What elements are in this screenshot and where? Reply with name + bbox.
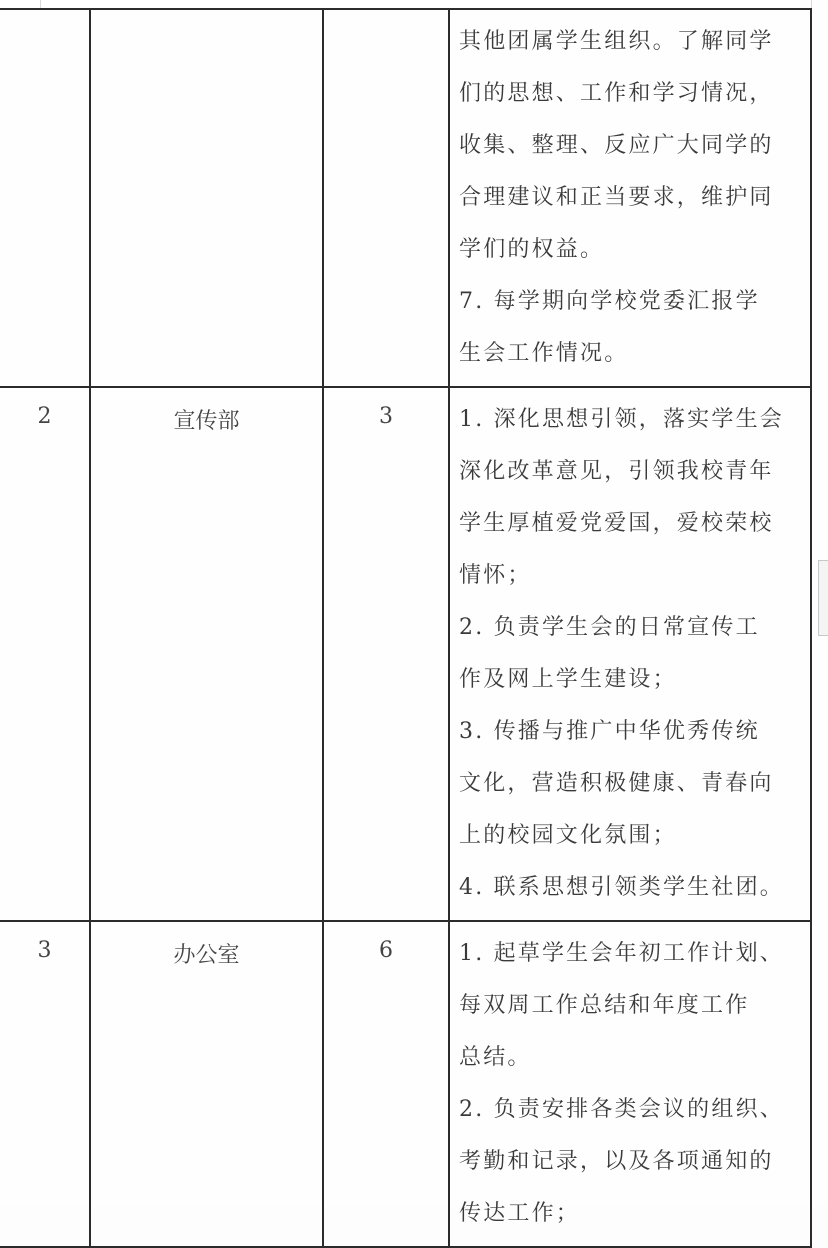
department-name: 办公室	[173, 943, 240, 968]
duties-cell	[449, 387, 811, 921]
member-count: 3	[379, 404, 393, 429]
duty-line: 2. 负责学生会的日常宣传工	[459, 615, 760, 640]
duties-cell	[449, 921, 811, 1247]
duty-line: 其他团属学生组织。了解同学	[459, 29, 774, 54]
department-cell	[90, 921, 323, 1247]
table-row	[0, 9, 811, 387]
duty-line: 2. 负责安排各类会议的组织、	[459, 1097, 784, 1122]
duty-line: 作及网上学生建设；	[459, 667, 677, 692]
duty-line: 7. 每学期向学校党委汇报学	[459, 289, 760, 314]
row-number-cell	[0, 9, 90, 387]
department-table	[0, 8, 812, 1248]
member-count-cell	[323, 921, 449, 1247]
duty-line: 考勤和记录，以及各项通知的	[459, 1149, 774, 1174]
member-count-cell	[323, 387, 449, 921]
duty-line: 学生厚植爱党爱国，爱校荣校	[459, 511, 774, 536]
duty-line: 4. 联系思想引领类学生社团。	[459, 875, 784, 900]
row-number: 3	[37, 938, 52, 963]
department-cell	[90, 9, 323, 387]
duty-line: 总结。	[459, 1045, 532, 1070]
department-name	[91, 10, 322, 26]
duty-line: 传达工作；	[459, 1201, 581, 1226]
department-cell	[90, 387, 323, 921]
duties-cell	[449, 9, 811, 387]
member-count: 6	[379, 938, 393, 963]
side-scroll-handle[interactable]	[818, 560, 828, 636]
duty-line: 们的思想、工作和学习情况，	[459, 81, 774, 106]
duty-line: 1. 起草学生会年初工作计划、	[459, 941, 784, 966]
duty-line: 上的校园文化氛围；	[459, 823, 677, 848]
duty-line: 生会工作情况。	[459, 341, 629, 366]
duty-line: 每双周工作总结和年度工作	[459, 993, 750, 1018]
duty-line: 情怀；	[459, 563, 532, 588]
row-number: 2	[37, 404, 52, 429]
duty-line: 深化改革意见，引领我校青年	[459, 459, 774, 484]
member-count	[324, 10, 448, 26]
duty-line: 学们的权益。	[459, 237, 605, 262]
table-row	[0, 387, 811, 921]
duty-line: 合理建议和正当要求，维护同	[459, 185, 774, 210]
duty-line: 1. 深化思想引领，落实学生会	[459, 407, 784, 432]
member-count-cell	[323, 9, 449, 387]
row-number-cell	[0, 921, 90, 1247]
row-number	[0, 10, 89, 26]
duty-line: 3. 传播与推广中华优秀传统	[459, 719, 760, 744]
table-row	[0, 921, 811, 1247]
duty-line: 收集、整理、反应广大同学的	[459, 133, 774, 158]
duty-line: 文化，营造积极健康、青春向	[459, 771, 774, 796]
department-name: 宣传部	[173, 409, 240, 434]
row-number-cell	[0, 387, 90, 921]
